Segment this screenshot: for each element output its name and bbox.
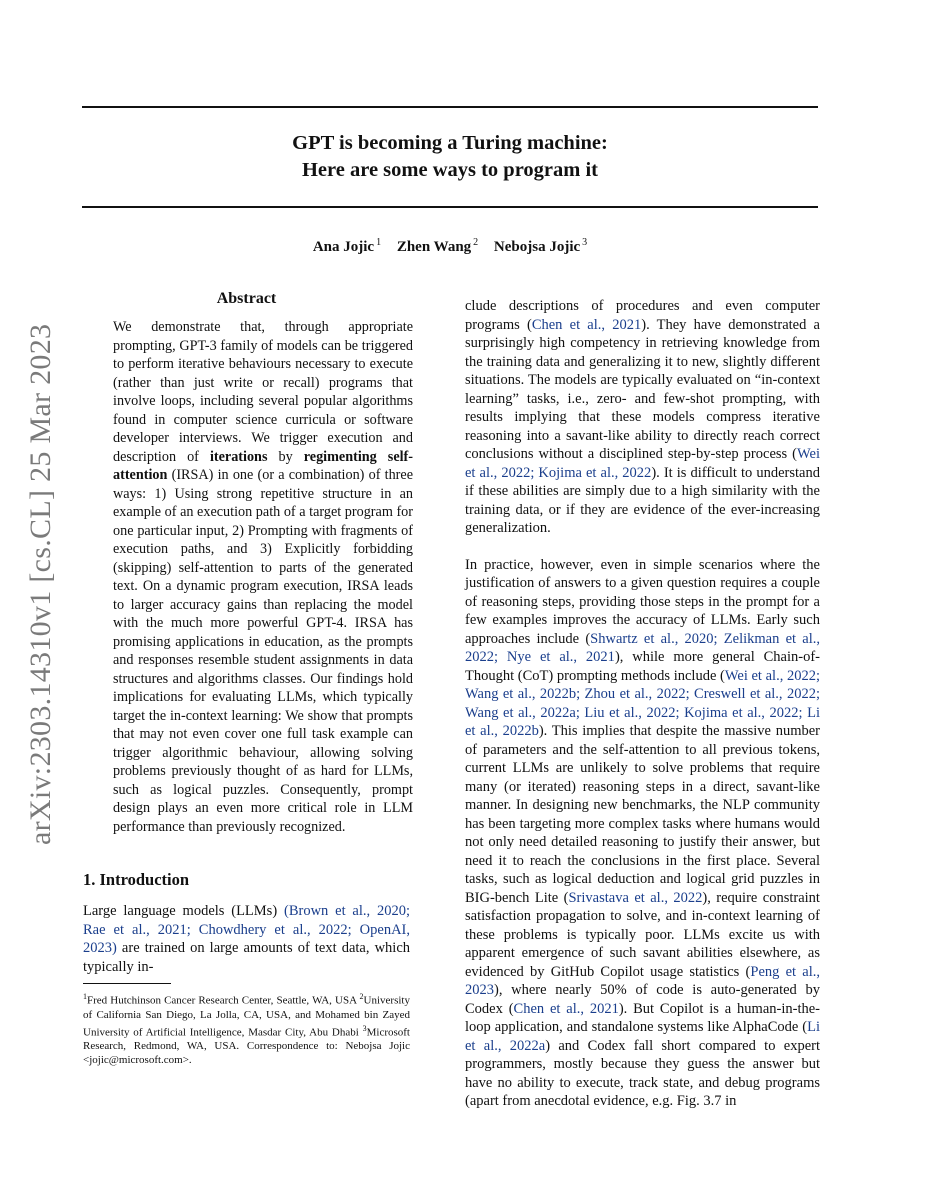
body-text: ), while more general Chain-of-Thought (CoT) prompting methods include ( <box>465 649 820 684</box>
citation-link[interactable]: Srivastava et al., 2022 <box>568 889 703 906</box>
body-text: In practice, however, even in simple scenarios where the justification of answers to a given question requires a couple of reasoning steps, providing those steps in the prompt for a few examples improves the accuracy of LLMs. Early such approaches include ( <box>465 556 820 647</box>
top-rule <box>82 106 818 108</box>
title-line-1: GPT is becoming a Turing machine: <box>292 132 608 154</box>
abstract-text: We demonstrate that, through appropriate prompting, GPT-3 family of models can be triggered to perform iterative behaviours necessary to execute (rather than just write or recall) programs that involve loops, including several popular algorithms found in computer science curricula or software developer interviews. We trigger execution and description of iterations by regimenting self-attention (IRSA) in one (or a combination) of three ways: 1) Using strong repetitive structure in an example of an execution path of a target program for one particular input, 2) Prompting with fragments of execution paths, and 3) Explicitly forbidding (skipping) self-attention to parts of the generated text. On a dynamic program execution, IRSA leads to larger accuracy gains than replacing the model with the much more powerful GPT-4. IRSA has promising applications in education, as the prompts and responses resemble student assignments in data structures and algorithms classes. Our findings hold implications for evaluating LLMs, which typically target the in-context learning: We show that prompts that may not even cover one full task example can trigger algorithmic behaviour, allowing solving problems previously thought of as hard for LLMs, such as logical puzzles. Consequently, prompt design plays an even more critical role in LLM performance than previously recognized. <box>113 319 414 835</box>
body-text: are trained on large amounts of text data, which typically in- <box>83 940 410 975</box>
body-paragraph <box>465 556 820 1111</box>
title-line-2: Here are some ways to program it <box>301 159 599 181</box>
citation-link[interactable]: (Brown et al., 2020; Rae et al., 2021; Chowdhery et al., 2022; OpenAI, 2023) <box>83 903 410 956</box>
title-bottom-rule <box>82 206 818 208</box>
citation-link[interactable]: Chen et al., 2021 <box>531 316 642 333</box>
body-text: ). But Copilot is a human-in-the-loop application, and standalone systems like AlphaCode ( <box>465 1000 820 1035</box>
body-text: ), require constraint satisfaction propagation to solve, and in-context learning of these problems is typically poor. LLMs excite us with apparent emergence of such savant abilities elsewhere, as evidenced by GitHub Copilot usage statistics ( <box>465 889 820 980</box>
body-text: ) and Codex fall short compared to expert programmers, mostly because they guess the answer but have no ability to execute, track state, and debug programs (apart from anecdotal evidence, e.g. Fig. 3.7 in <box>465 1037 820 1109</box>
right-column <box>465 297 820 1111</box>
author: Ana Jojic $^1$ <box>312 237 382 255</box>
footnote-rule <box>83 983 171 984</box>
body-text: ). It is difficult to understand if these abilities are simply due to a high similarity with the training data, or if they are evidence of the ever-increasing generalization. <box>465 464 820 536</box>
citation-link[interactable]: Peng et al., 2023 <box>465 963 820 998</box>
intro-paragraph <box>83 902 410 976</box>
citation-link[interactable]: Li et al., 2022a <box>465 1019 820 1054</box>
body-text: clude descriptions of procedures and even computer programs ( <box>465 298 820 333</box>
body-text: Large language models (LLMs) <box>83 903 284 919</box>
citation-link[interactable]: Shwartz et al., 2020; Zelikman et al., 2022; Nye et al., 2021 <box>465 630 820 665</box>
citation-link[interactable]: Wei et al., 2022; Kojima et al., 2022 <box>465 446 820 481</box>
author: Zhen Wang $^2$ <box>396 237 479 255</box>
paper-title <box>82 130 818 184</box>
abstract-heading: Abstract <box>216 290 277 307</box>
author-list <box>82 237 818 256</box>
left-column <box>83 290 414 1067</box>
citation-link[interactable]: Wei et al., 2022; Wang et al., 2022b; Zhou et al., 2022; Creswell et al., 2022; Wang et al., 2022a; Liu et al., 2022; Kojima et al., 2022; Li et al., 2022b <box>465 667 820 739</box>
body-text: ). This implies that despite the massive number of parameters and the self-attention to all previous tokens, current LLMs are unlikely to solve problems that require many (or iterated) reasoning steps in a direct, savant-like manner. In designing new benchmarks, the NLP community has been targeting more complex tasks where humans would not only need detailed reasoning to justify their answer, but need it to reach the conclusions in the first place. Several tasks, such as logical deduction and logical grid puzzles in BIG-bench Lite ( <box>465 723 820 906</box>
body-text: ), where nearly 50% of code is auto-generated by Codex ( <box>465 982 820 1017</box>
affiliations-footnote: $^1$Fred Hutchinson Cancer Research Center, Seattle, WA, USA $^2$University of California San Diego, La Jolla, CA, USA, and Mohamed bin Zayed University of Artificial Intelligence, Masdar City, Abu Dhabi $^3$Microsoft Research, Redmond, WA, USA. Correspondence to: Nebojsa Jojic <jojic@microsoft.com>. <box>83 992 410 1067</box>
citation-link[interactable]: Chen et al., 2021 <box>513 1000 619 1017</box>
body-paragraph <box>465 297 820 538</box>
arxiv-side-label: arXiv:2303.14310v1 [cs.CL] 25 Mar 2023 <box>24 323 57 845</box>
introduction-heading: 1. Introduction <box>83 870 190 889</box>
author: Nebojsa Jojic $^3$ <box>493 237 588 255</box>
body-text: ). They have demonstrated a surprisingly high competency in retrieving knowledge from the training data and generalizing it to new, slightly different situations. The models are typically evaluated on “in-context learning” tasks, i.e., zero- and few-shot prompting, with results implying that these models compress iterative reasoning into a savant-like ability to directly reach correct conclusions without a disciplined step-by-step process ( <box>465 316 820 462</box>
